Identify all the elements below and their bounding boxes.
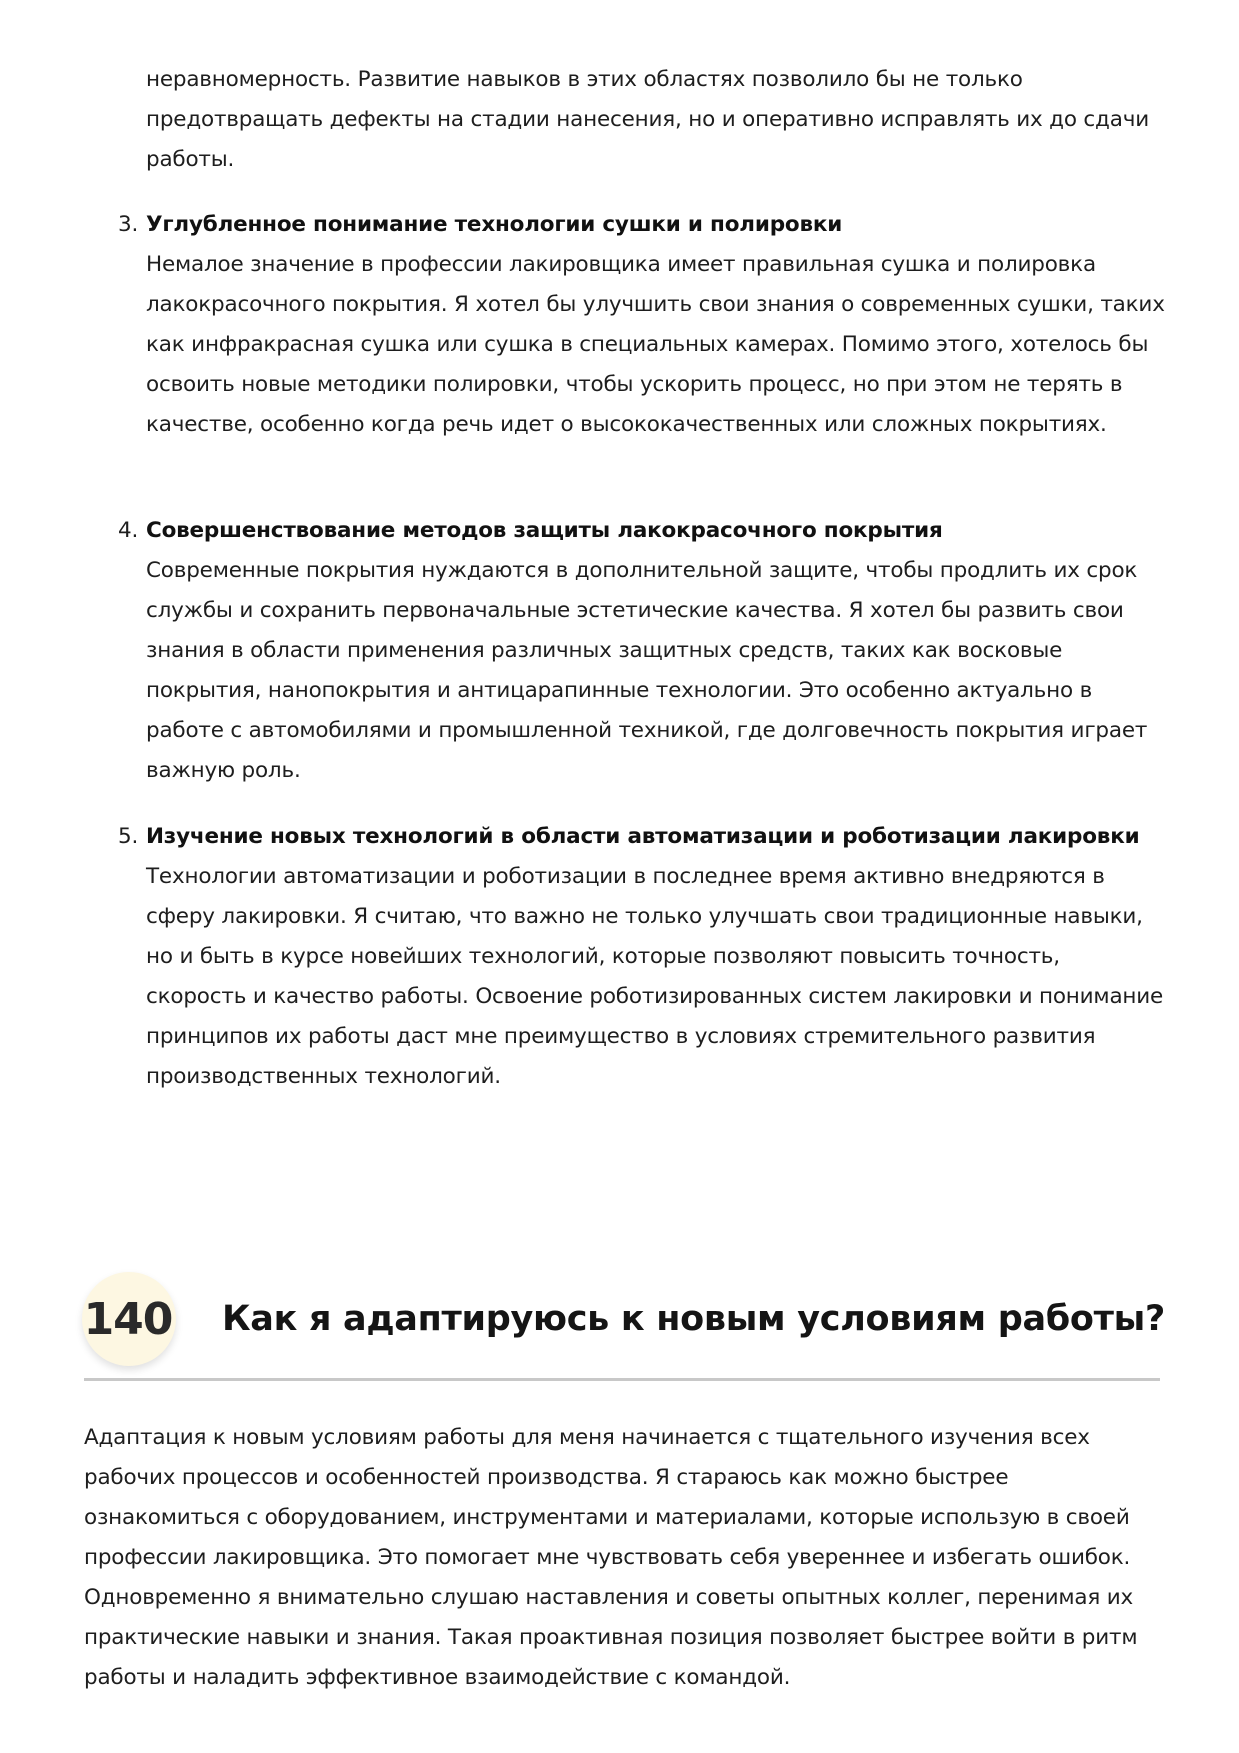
list-item	[118, 205, 1168, 445]
list-item	[118, 511, 1168, 791]
continuation-paragraph: неравномерность. Развитие навыков в этих областях позволило бы не только предотвращать дефекты на стадии нанесения, но и оперативно исправлять их до сдачи работы.	[146, 67, 1149, 172]
answer-paragraph: Адаптация к новым условиям работы для меня начинается с тщательного изучения всех рабочих процессов и особенностей производства. Я стараюсь как можно быстрее ознакомиться с оборудованием, инструментами и материалами, которые использую в своей профессии лакировщика. Это помогает мне чувствовать себя увереннее и избегать ошибок. Одновременно я внимательно слушаю наставления и советы опытных коллег, перенимая их практические навыки и знания. Такая проактивная позиция позволяет быстрее войти в ритм работы и наладить эффективное взаимодействие с командой.	[84, 1425, 1138, 1690]
list-item-number: 5.	[118, 824, 139, 849]
list-item-text: Немалое значение в профессии лакировщика имеет правильная сушка и полировка лакокрасочного покрытия. Я хотел бы улучшить свои знания о современных сушки, таких как инфракрасная сушка или сушка в специальных камерах. Помимо этого, хотелось бы освоить новые методики полировки, чтобы ускорить процесс, но при этом не терять в качестве, особенно когда речь идет о высококачественных или сложных покрытиях.	[146, 252, 1165, 437]
question-header	[82, 1272, 1166, 1382]
list-item	[118, 817, 1168, 1097]
question-number: 140	[83, 1294, 173, 1345]
section-divider	[84, 1378, 1160, 1381]
list-item-heading: Углубленное понимание технологии сушки и полировки	[146, 212, 843, 237]
list-item-number: 4.	[118, 518, 139, 543]
list-item-heading: Совершенствование методов защиты лакокрасочного покрытия	[146, 518, 943, 543]
question-title: Как я адаптируюсь к новым условиям работы?	[222, 1299, 1166, 1339]
list-item-text: Технологии автоматизации и роботизации в последнее время активно внедряются в сферу лакировки. Я считаю, что важно не только улучшать свои традиционные навыки, но и быть в курсе новейших технологий, которые позволяют повысить точность, скорость и качество работы. Освоение роботизированных систем лакировки и понимание принципов их работы даст мне преимущество в условиях стремительного развития производственных технологий.	[146, 864, 1164, 1089]
list-item-number: 3.	[118, 212, 139, 237]
list-item-text: Современные покрытия нуждаются в дополнительной защите, чтобы продлить их срок службы и сохранить первоначальные эстетические качества. Я хотел бы развить свои знания в области применения различных защитных средств, таких как восковые покрытия, нанопокрытия и антицарапинные технологии. Это особенно актуально в работе с автомобилями и промышленной техникой, где долговечность покрытия играет важную роль.	[146, 558, 1148, 783]
list-item-heading: Изучение новых технологий в области автоматизации и роботизации лакировки	[146, 824, 1140, 849]
